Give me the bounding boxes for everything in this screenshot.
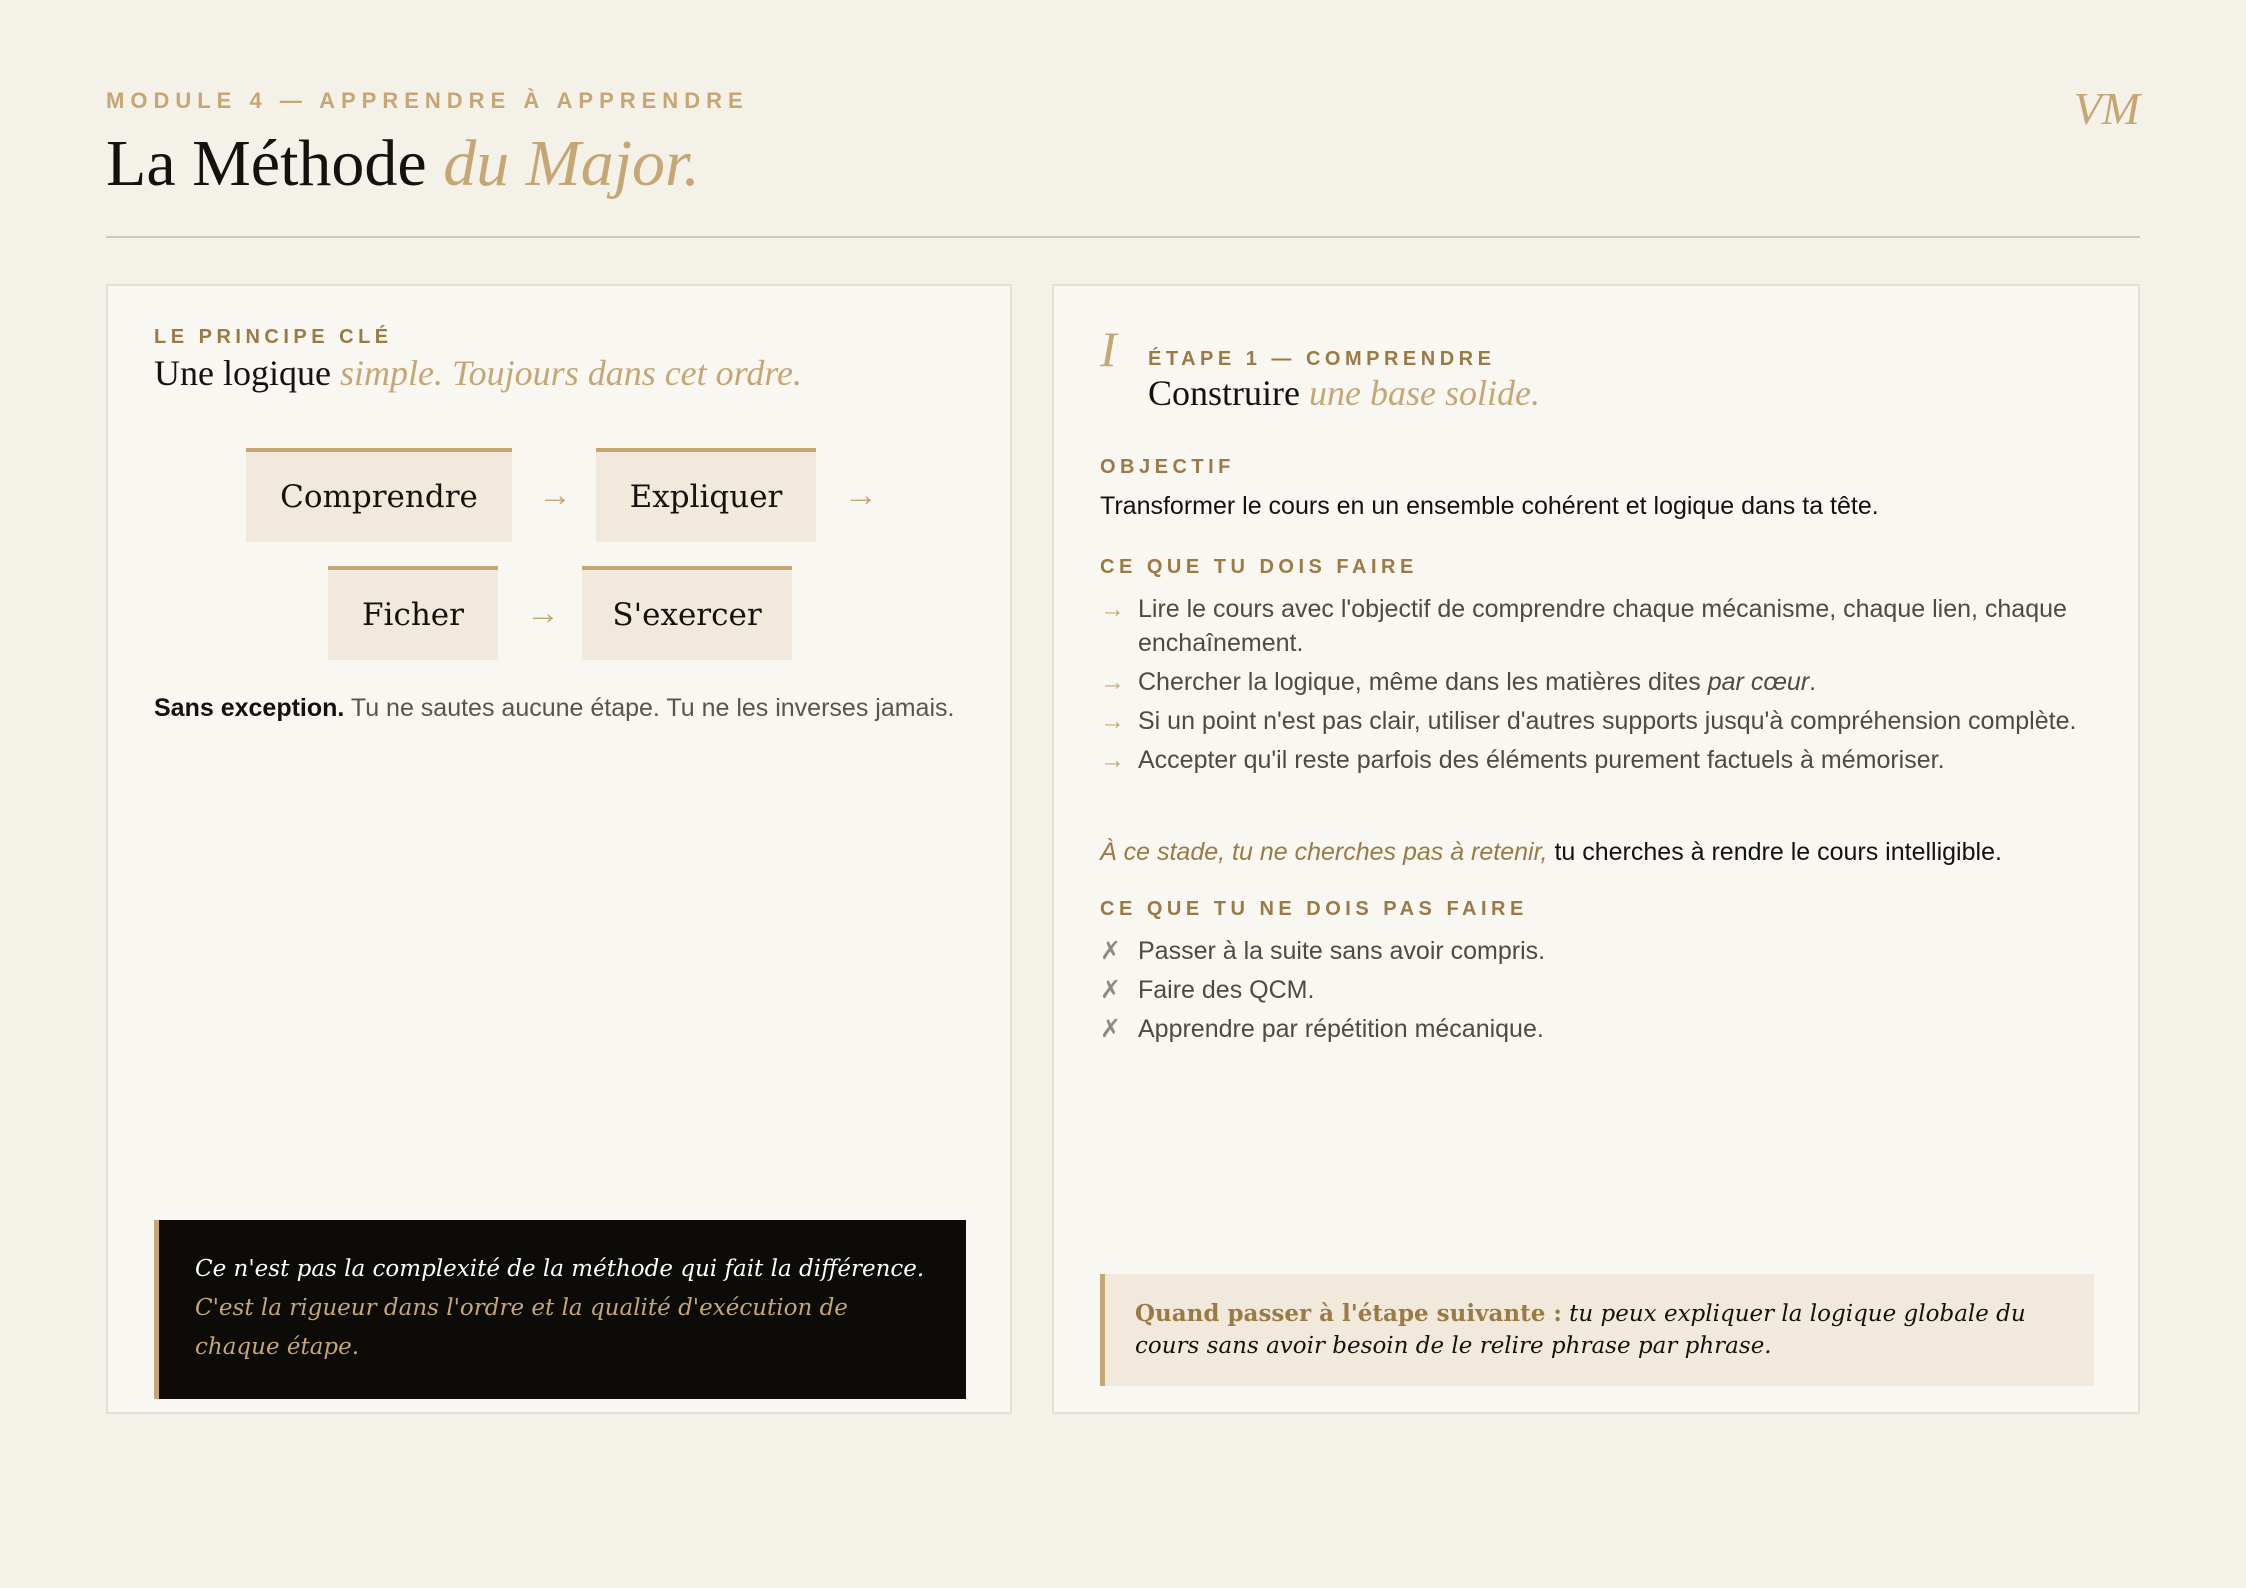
page-title-main: La Méthode <box>106 127 427 200</box>
list-item <box>1100 1012 2090 1046</box>
dont-list <box>1100 934 2090 1051</box>
objective-text: Transformer le cours en un ensemble cohérent et logique dans ta tête. <box>1100 492 1879 520</box>
dont-label: CE QUE TU NE DOIS PAS FAIRE <box>1100 898 1528 920</box>
arrow-icon: → <box>526 594 560 632</box>
cross-icon: ✗ <box>1100 976 1121 1004</box>
principle-label: LE PRINCIPE CLÉ <box>154 326 393 348</box>
step1-heading <box>1148 372 1540 414</box>
key-quote <box>154 1220 966 1399</box>
step1-heading-accent: une base solide. <box>1308 373 1540 413</box>
cross-icon: ✗ <box>1100 1015 1121 1043</box>
list-item-end: . <box>1809 668 1817 696</box>
quote-line-2: C'est la rigueur dans l'ordre et la qualité d'exécution de chaque étape. <box>195 1295 848 1360</box>
list-item <box>1100 704 2090 738</box>
step-numeral: I <box>1100 321 1117 377</box>
principle-heading <box>154 352 802 394</box>
list-item-text: Apprendre par répétition mécanique. <box>1138 1015 1544 1043</box>
step1-heading-main: Construire <box>1148 373 1300 413</box>
principle-heading-accent: simple. Toujours dans cet ordre. <box>339 353 802 393</box>
principle-heading-main: Une logique <box>154 353 331 393</box>
list-item-text: Chercher la logique, même dans les matières dites <box>1138 668 1701 696</box>
list-item-text: Lire le cours avec l'objectif de comprendre chaque mécanisme, chaque lien, chaque enchaînement. <box>1138 595 2067 657</box>
do-list <box>1100 592 2090 782</box>
stage-note-italic: À ce stade, tu ne cherches pas à retenir, <box>1100 838 1548 866</box>
quote-line-1: Ce n'est pas la complexité de la méthode qui fait la différence. <box>195 1256 925 1282</box>
step-sexercer: S'exercer <box>582 566 792 660</box>
principle-card <box>106 284 1012 1414</box>
step-expliquer: Expliquer <box>596 448 816 542</box>
exception-note <box>154 694 954 723</box>
next-step-bold: Quand passer à l'étape suivante : <box>1135 1300 1562 1327</box>
page-title <box>106 126 700 202</box>
page-title-accent: du Major. <box>443 127 700 200</box>
arrow-icon: → <box>538 476 572 514</box>
header-divider <box>106 236 2140 238</box>
list-item <box>1100 743 2090 777</box>
list-item-text: Faire des QCM. <box>1138 976 1315 1004</box>
step1-card <box>1052 284 2140 1414</box>
arrow-icon: → <box>1100 746 1125 774</box>
monogram-logo: VM <box>2073 83 2140 134</box>
exception-bold: Sans exception. <box>154 694 345 722</box>
exception-text: Tu ne sautes aucune étape. Tu ne les inverses jamais. <box>350 694 955 722</box>
list-item <box>1100 973 2090 1007</box>
stage-note-text: tu cherches à rendre le cours intelligible. <box>1554 838 2002 866</box>
list-item-emphasis: par cœur <box>1707 668 1810 696</box>
do-label: CE QUE TU DOIS FAIRE <box>1100 556 1418 578</box>
arrow-icon: → <box>1100 595 1125 623</box>
next-step-callout <box>1100 1274 2094 1386</box>
arrow-icon: → <box>1100 707 1125 735</box>
objective-label: OBJECTIF <box>1100 456 1235 478</box>
step-ficher: Ficher <box>328 566 498 660</box>
module-kicker: MODULE 4 — APPRENDRE À APPRENDRE <box>106 88 749 113</box>
list-item <box>1100 934 2090 968</box>
next-step-text: tu peux expliquer la logique globale du cours sans avoir besoin de le relire phrase par phrase. <box>1135 1301 2026 1359</box>
step1-label: ÉTAPE 1 — COMPRENDRE <box>1148 348 1496 370</box>
step-comprendre: Comprendre <box>246 448 512 542</box>
list-item-text: Passer à la suite sans avoir compris. <box>1138 937 1546 965</box>
stage-note <box>1100 838 2002 867</box>
list-item-text: Accepter qu'il reste parfois des éléments purement factuels à mémoriser. <box>1138 746 1945 774</box>
list-item <box>1100 592 2090 660</box>
arrow-icon: → <box>1100 668 1125 696</box>
list-item <box>1100 665 2090 699</box>
list-item-text: Si un point n'est pas clair, utiliser d'autres supports jusqu'à compréhension complète. <box>1138 707 2077 735</box>
cross-icon: ✗ <box>1100 937 1121 965</box>
arrow-icon: → <box>844 476 878 514</box>
